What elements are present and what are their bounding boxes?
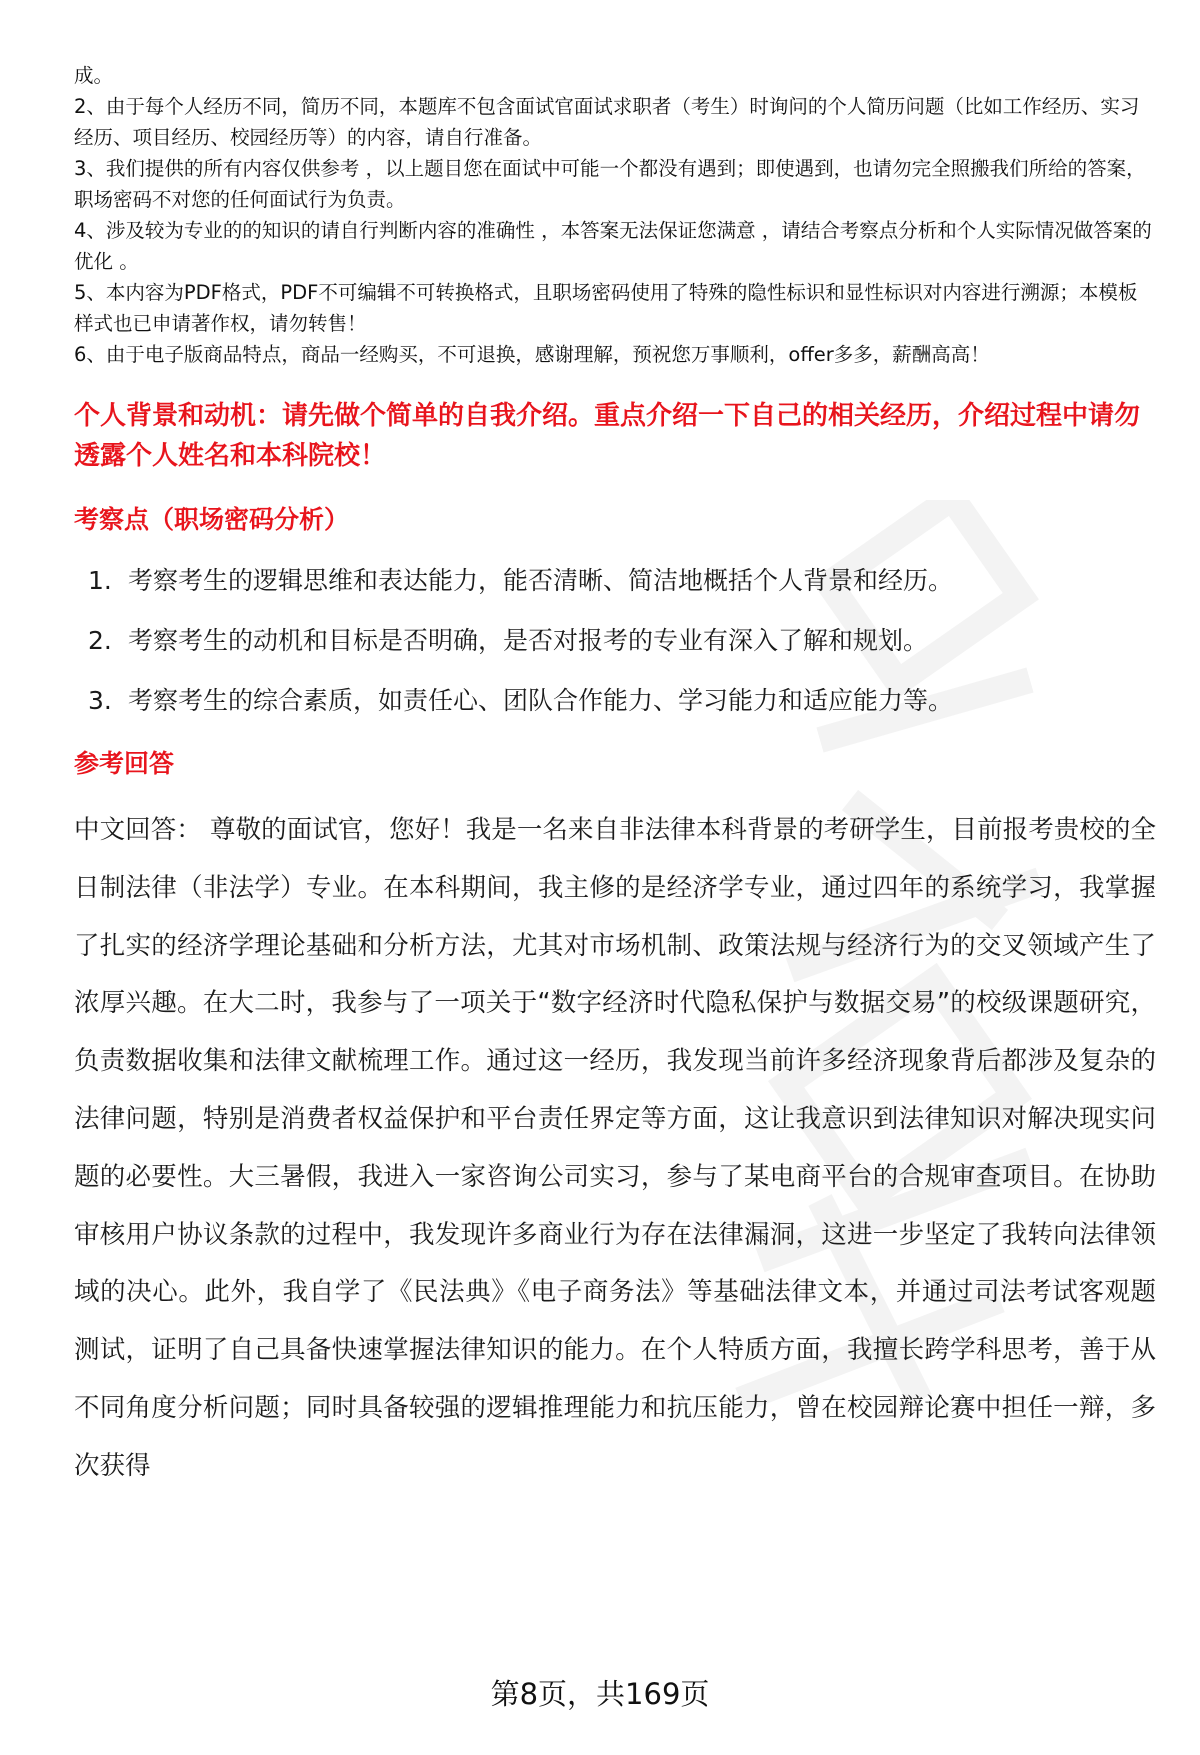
question-title: 个人背景和动机：请先做个简单的自我介绍。重点介绍一下自己的相关经历，介绍过程中请勿透露个人姓名和本科院校！ (74, 401, 1141, 471)
item-text: 考察考生的动机和目标是否明确，是否对报考的专业有深入了解和规划。 (128, 626, 929, 655)
answer-heading: 参考回答 (74, 749, 175, 778)
notice-line: 成。 (74, 64, 114, 87)
points-list (74, 564, 1156, 718)
item-number: 1. (88, 566, 112, 595)
item-text: 考察考生的逻辑思维和表达能力，能否清晰、简洁地概括个人背景和经历。 (128, 566, 954, 595)
document-page (74, 60, 1156, 1496)
notice-line: 3、我们提供的所有内容仅供参考 ，以上题目您在面试中可能一个都没有遇到；即使遇到，也请勿完全照搬我们所给的答案，职场密码不对您的任何面试行为负责。 (74, 157, 1146, 211)
item-number: 2. (88, 626, 112, 655)
notice-line: 5、本内容为PDF格式，PDF不可编辑不可转换格式，且职场密码使用了特殊的隐性标识和显性标识对内容进行溯源；本模板样式也已申请著作权，请勿转售！ (74, 281, 1138, 335)
notice-list (74, 60, 1156, 370)
notice-line: 2、由于每个人经历不同，简历不同，本题库不包含面试官面试求职者（考生）时询问的个人简历问题（比如工作经历、实习经历、项目经历、校园经历等）的内容，请自行准备。 (74, 95, 1140, 149)
item-number: 3. (88, 686, 112, 715)
list-item (88, 624, 1156, 658)
answer-text: 中文回答： 尊敬的面试官，您好！我是一名来自非法律本科背景的考研学生，目前报考贵校的全日制法律（非法学）专业。在本科期间，我主修的是经济学专业，通过四年的系统学习，我掌握了扎实的经济学理论基础和分析方法，尤其对市场机制、政策法规与经济行为的交叉领域产生了浓厚兴趣。在大二时，我参与了一项关于“数字经济时代隐私保护与数据交易”的校级课题研究，负责数据收集和法律文献梳理工作。通过这一经历，我发现当前许多经济现象背后都涉及复杂的法律问题，特别是消费者权益保护和平台责任界定等方面，这让我意识到法律知识对解决现实问题的必要性。大三暑假，我进入一家咨询公司实习，参与了某电商平台的合规审查项目。在协助审核用户协议条款的过程中，我发现许多商业行为存在法律漏洞，这进一步坚定了我转向法律领域的决心。此外，我自学了《民法典》《电子商务法》等基础法律文本，并通过司法考试客观题测试，证明了自己具备快速掌握法律知识的能力。在个人特质方面，我擅长跨学科思考，善于从不同角度分析问题；同时具备较强的逻辑推理能力和抗压能力，曾在校园辩论赛中担任一辩，多次获得 (74, 815, 1156, 1481)
points-heading: 考察点（职场密码分析） (74, 505, 350, 534)
item-text: 考察考生的综合素质，如责任心、团队合作能力、学习能力和适应能力等。 (128, 686, 954, 715)
notice-line: 4、涉及较为专业的的知识的请自行判断内容的准确性 ，本答案无法保证您满意 ，请结合考察点分析和个人实际情况做答案的优化 。 (74, 219, 1152, 273)
list-item (88, 564, 1156, 598)
page-number: 第8页，共169页 (490, 1677, 710, 1711)
notice-line: 6、由于电子版商品特点，商品一经购买，不可退换，感谢理解，预祝您万事顺利，offer多多，薪酬高高！ (74, 343, 990, 366)
list-item (88, 684, 1156, 718)
